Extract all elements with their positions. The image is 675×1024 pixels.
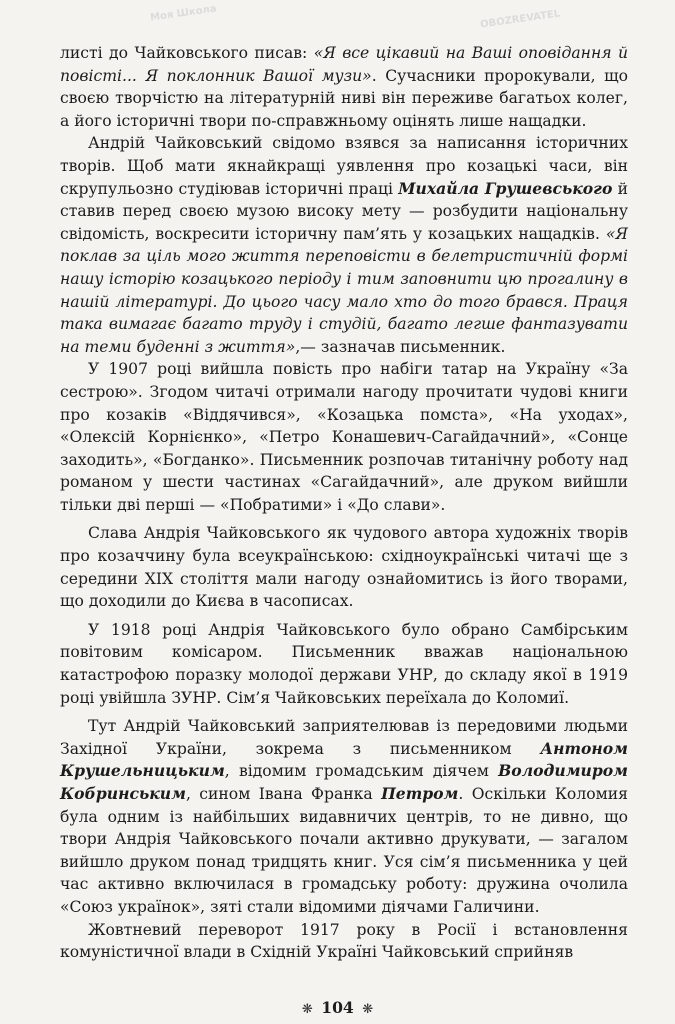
text-run: Андрій Чайковський свідомо взявся за написання історичних творів. Щоб мати якнайкращі уявлення про козацькі часи, він скрупульозно студіював історичні праці — [60, 134, 628, 198]
paragraph-4 — [60, 619, 628, 709]
emphasis-run: Петром — [381, 784, 459, 803]
ornament-left-icon: ❋ — [301, 1002, 313, 1017]
page-footer — [0, 998, 675, 1017]
text-run: листі до Чайковського писав: — [60, 44, 314, 62]
emphasis-run: «Я поклав за ціль мого життя переповісти в белетристичній формі нашу історію козацького періоду і тим заповнити цю прогалину в нашій літературі. До цього часу мало хто до того брався. Праця така вимагає багато труду і студій, багато легше фантазувати на теми буденні з життя» — [60, 224, 628, 356]
emphasis-run: Володимиром Кобринським — [60, 761, 628, 803]
text-run: Жовтневий переворот 1917 року в Росії і встановлення комуністичної влади в Східній Україні Чайковський сприйняв — [60, 920, 628, 962]
paragraph-5 — [60, 715, 628, 918]
text-run: Тут Андрій Чайковський заприятелював із передовими людьми Західної України, зокрема з письменником — [60, 717, 628, 758]
watermark-school: Моя Школа — [149, 3, 218, 24]
page-body — [60, 42, 628, 964]
text-run: ,— зазначав письменник. — [295, 337, 506, 356]
paragraph-3 — [60, 522, 628, 612]
text-run: У 1918 році Андрія Чайковського було обрано Самбірським повітовим комісаром. Письменник вважав національною катастрофою поразку молодої держави УНР, до складу якої в 1919 році увійшла ЗУНР. Сім’я Чайковських переїхала до Коломиї. — [60, 620, 628, 707]
text-run: . Сучасники пророкували, що своєю творчістю на літературній ниві він переживе багатьох колег, а його історичні твори по-справжньому оцінять лише нащадки. — [60, 66, 629, 130]
text-run: й ставив перед своєю музою високу мету — розбудити національну свідомість, воскресити історичну пам’ять у козацьких нащадків. — [60, 179, 628, 243]
emphasis-run: Михайла Грушевського — [398, 178, 613, 198]
text-run: У 1907 році вийшла повість про набіги татар на Україну «За сестрою». Згодом читачі отримали нагоду прочитати чудові книги про козаків «Віддячився», «Козацька помста», «На уходах», «Олексій Корнієнко», «Петро Конашевич-Сагайдачний», «Сонце заходить», «Богданко». Письменник розпочав титанічну роботу над романом у шести частинах «Сагайдачний», але друком вийшли тільки дві перші — «Побратими» і «До слави». — [60, 360, 628, 514]
paragraph-0 — [60, 42, 628, 132]
ornament-right-icon: ❋ — [362, 1002, 374, 1017]
text-run: Слава Андрія Чайковського як чудового автора художніх творів про козаччину була всеукраїнською: східноукраїнські читачі ще з середини XIX століття мали нагоду ознайомитись із його творами, що доходили до Києва в часописах. — [60, 524, 628, 611]
emphasis-run: Антоном Крушельницьким — [60, 738, 628, 781]
text-run: , сином Івана Франка — [185, 785, 382, 803]
paragraph-6 — [60, 919, 628, 964]
paragraph-2 — [60, 358, 628, 516]
page-number: 104 — [321, 998, 354, 1017]
watermark-obozrevatel: OBOZREVATEL — [479, 8, 561, 31]
emphasis-run: «Я все цікавий на Ваші оповідання й повісті... Я поклонник Вашої музи» — [60, 44, 628, 85]
paragraph-1 — [60, 132, 628, 358]
text-run: . Оскільки Коломия була одним із найбільших видавничих центрів, то не дивно, що твори Андрія Чайковського почали активно друкувати, — загалом вийшло друком понад тридцять книг. Уся сім’я письменника у цей час активно включилася в громадську роботу: дружина очолила «Союз українок», зяті стали відомими діячами Галичини. — [60, 785, 628, 916]
text-run: , відомим громадським діячем — [224, 762, 499, 781]
